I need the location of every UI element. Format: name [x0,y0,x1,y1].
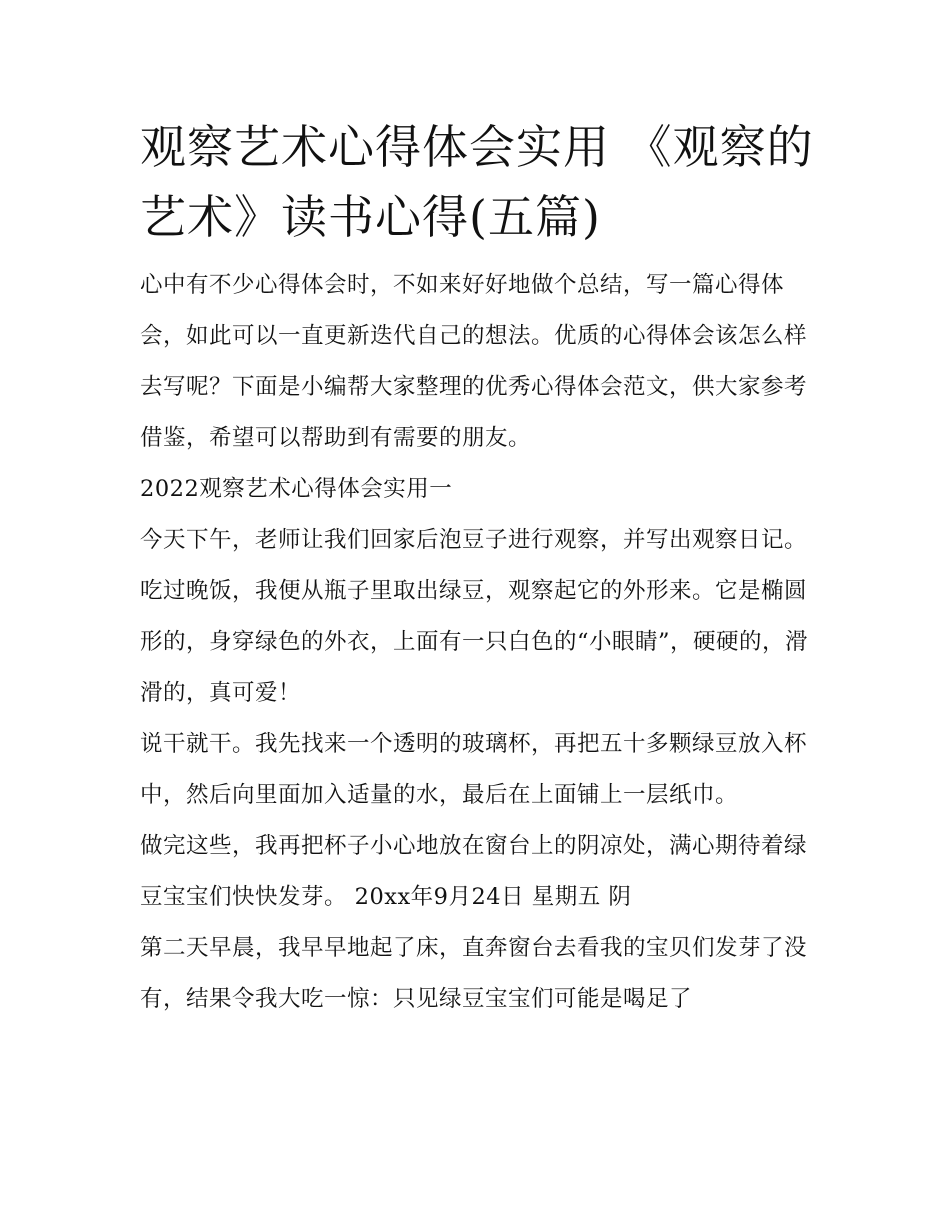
body-paragraph: 做完这些，我再把杯子小心地放在窗台上的阴凉处，满心期待着绿豆宝宝们快快发芽。 20xx年9月24日 星期五 阴 [140,833,808,910]
body-paragraph: 说干就干。我先找来一个透明的玻璃杯，再把五十多颗绿豆放入杯中，然后向里面加入适量的水，最后在上面铺上一层纸巾。 [140,731,808,808]
body-paragraph: 今天下午，老师让我们回家后泡豆子进行观察，并写出观察日记。吃过晚饭，我便从瓶子里取出绿豆，观察起它的外形来。它是椭圆形的，身穿绿色的外衣，上面有一只白色的“小眼睛”，硬硬的，滑滑的，真可爱！ [140,527,809,706]
body-paragraph: 第二天早晨，我早早地起了床，直奔窗台去看我的宝贝们发芽了没有，结果令我大吃一惊：只见绿豆宝宝们可能是喝足了 [140,935,808,1012]
document-page [140,112,820,1025]
section-heading: 2022观察艺术心得体会实用一 [140,476,453,502]
intro-paragraph: 心中有不少心得体会时，不如来好好地做个总结，写一篇心得体会，如此可以一直更新迭代自己的想法。优质的心得体会该怎么样去写呢？下面是小编帮大家整理的优秀心得体会范文，供大家参考借鉴，希望可以帮助到有需要的朋友。 [140,272,808,451]
document-title: 观察艺术心得体会实用 《观察的艺术》读书心得(五篇) [140,120,814,244]
